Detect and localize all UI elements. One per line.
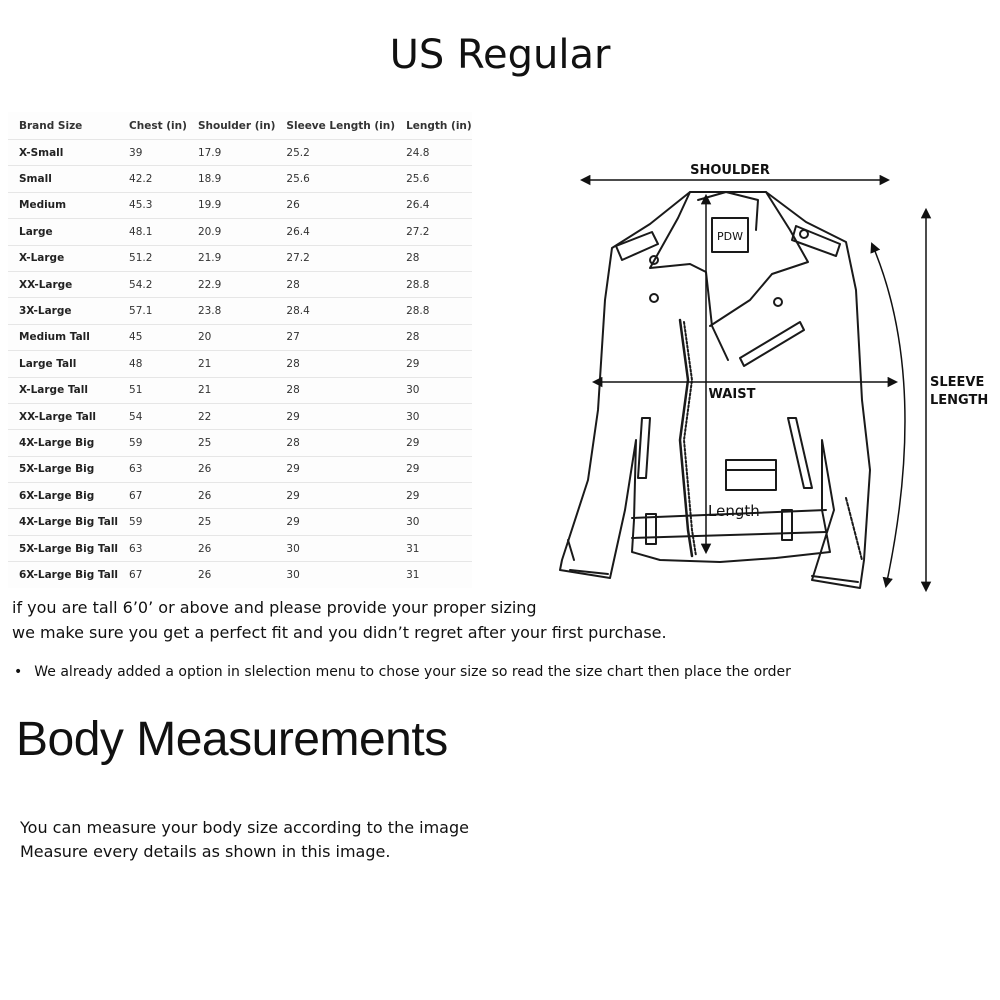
table-row — [8, 456, 472, 482]
jacket-measurement-diagram — [550, 140, 1000, 610]
measurement-cell: 28 — [395, 324, 472, 350]
table-row — [8, 219, 472, 245]
header-sleeve-length: Sleeve Length (in) — [275, 112, 395, 140]
measurement-cell: 63 — [118, 535, 187, 561]
table-row — [8, 377, 472, 403]
header-brand-size: Brand Size — [8, 112, 118, 140]
measurement-cell: 27.2 — [395, 219, 472, 245]
perfect-fit-note: we make sure you get a perfect fit and you didn’t regret after your first purchase. — [12, 623, 667, 642]
size-name-cell: 3X-Large — [8, 298, 118, 324]
size-name-cell: 5X-Large Big — [8, 456, 118, 482]
shoulder-label: SHOULDER — [690, 163, 770, 178]
table-row — [8, 140, 472, 166]
size-name-cell: XX-Large — [8, 271, 118, 297]
measurement-cell: 54 — [118, 403, 187, 429]
table-row — [8, 403, 472, 429]
measurement-cell: 25.2 — [275, 140, 395, 166]
bullet-icon: • — [14, 664, 23, 680]
size-name-cell: Medium Tall — [8, 324, 118, 350]
table-row — [8, 192, 472, 218]
header-shoulder: Shoulder (in) — [187, 112, 275, 140]
measurement-cell: 20 — [187, 324, 275, 350]
header-length: Length (in) — [395, 112, 472, 140]
measurement-cell: 17.9 — [187, 140, 275, 166]
size-name-cell: Large — [8, 219, 118, 245]
measurement-cell: 26.4 — [395, 192, 472, 218]
measurement-cell: 24.8 — [395, 140, 472, 166]
sleeve-label-line1: SLEEVE — [930, 375, 985, 390]
tall-sizing-note: if you are tall 6’0’ or above and please provide your proper sizing — [12, 598, 537, 617]
header-chest: Chest (in) — [118, 112, 187, 140]
measurement-cell: 19.9 — [187, 192, 275, 218]
measurement-cell: 21 — [187, 377, 275, 403]
measurement-cell: 48.1 — [118, 219, 187, 245]
measurement-cell: 48 — [118, 351, 187, 377]
measurement-cell: 28.8 — [395, 298, 472, 324]
measurement-cell: 59 — [118, 430, 187, 456]
measurement-cell: 21 — [187, 351, 275, 377]
measurement-cell: 30 — [395, 377, 472, 403]
measurement-cell: 30 — [395, 403, 472, 429]
size-name-cell: 4X-Large Big — [8, 430, 118, 456]
measurement-cell: 57.1 — [118, 298, 187, 324]
size-option-bullet — [14, 664, 791, 680]
measurement-cell: 28 — [275, 430, 395, 456]
measurement-cell: 26 — [187, 456, 275, 482]
measurement-cell: 29 — [395, 351, 472, 377]
size-name-cell: Medium — [8, 192, 118, 218]
measurement-cell: 29 — [395, 456, 472, 482]
size-name-cell: Large Tall — [8, 351, 118, 377]
table-row — [8, 509, 472, 535]
measurement-cell: 29 — [395, 430, 472, 456]
measurement-cell: 26 — [187, 535, 275, 561]
measurement-cell: 31 — [406, 568, 420, 581]
measurement-cell: 29 — [395, 483, 472, 509]
table-row — [8, 351, 472, 377]
measurement-cell: 28.8 — [395, 271, 472, 297]
measurement-cell: 30 — [395, 509, 472, 535]
size-table-body — [8, 140, 472, 588]
measurement-cell: 42.2 — [118, 166, 187, 192]
table-row — [8, 535, 472, 561]
measurement-cell: 28 — [395, 245, 472, 271]
table-header-row — [8, 112, 472, 140]
measurement-cell: 28 — [275, 377, 395, 403]
size-name-cell: Small — [8, 166, 118, 192]
measurement-cell: 29 — [275, 403, 395, 429]
size-name-cell: X-Large Tall — [8, 377, 118, 403]
measurement-cell: 20.9 — [187, 219, 275, 245]
measurement-cell: 30 — [275, 535, 395, 561]
measurement-cell: 27 — [275, 324, 395, 350]
measurement-cell: 45.3 — [118, 192, 187, 218]
measure-instruction-1: You can measure your body size according to the image — [20, 818, 469, 837]
size-chart-table — [8, 112, 472, 588]
measurement-cell: 22 — [187, 403, 275, 429]
table-row — [8, 562, 472, 588]
waist-label: WAIST — [708, 387, 756, 402]
page-title: US Regular — [389, 32, 611, 78]
measurement-cell: 25 — [187, 430, 275, 456]
table-row — [8, 324, 472, 350]
measurement-cell: 31 — [395, 535, 472, 561]
measurement-cell: 23.8 — [187, 298, 275, 324]
measurement-cell: 26 — [275, 192, 395, 218]
size-name-cell: X-Small — [8, 140, 118, 166]
size-name-cell: 6X-Large Big — [8, 483, 118, 509]
measurement-cell: 51 — [118, 377, 187, 403]
measurement-cell: 26 — [197, 568, 212, 581]
measurement-cell: 25 — [187, 509, 275, 535]
measurement-cell: 59 — [118, 509, 187, 535]
table-row — [8, 430, 472, 456]
sleeve-curve-arrow — [872, 244, 905, 586]
measurement-cell: 28 — [275, 351, 395, 377]
measurement-cell: 27.2 — [275, 245, 395, 271]
measurement-cell: 51.2 — [118, 245, 187, 271]
measurement-cell: 45 — [118, 324, 187, 350]
measurement-cell: 63 — [118, 456, 187, 482]
measurement-cell: 39 — [118, 140, 187, 166]
measurement-cell: 29 — [275, 483, 395, 509]
size-name-cell: 5X-Large Big Tall — [8, 535, 118, 561]
brand-tag-label: PDW — [717, 230, 743, 243]
measurement-cell: 22.9 — [187, 271, 275, 297]
sleeve-label-line2: LENGTH — [930, 393, 989, 408]
measurement-cell: 29 — [275, 456, 395, 482]
size-name-cell: X-Large — [8, 245, 118, 271]
table-row — [8, 245, 472, 271]
measurement-cell: 21.9 — [187, 245, 275, 271]
measurement-cell: 30 — [286, 568, 300, 581]
table-row — [8, 271, 472, 297]
table-row — [8, 483, 472, 509]
body-measurements-heading: Body Measurements — [16, 713, 448, 766]
measurement-cell: 25.6 — [275, 166, 395, 192]
bullet-text: We already added a option in slelection menu to chose your size so read the size chart then place the order — [34, 664, 791, 680]
length-label: Length — [708, 502, 760, 520]
table-row — [8, 166, 472, 192]
measure-instruction-2: Measure every details as shown in this image. — [20, 842, 391, 861]
measurement-cell: 54.2 — [118, 271, 187, 297]
measurement-cell: 28.4 — [275, 298, 395, 324]
size-name-cell: XX-Large Tall — [8, 403, 118, 429]
table-row — [8, 298, 472, 324]
size-name-cell: 6X-Large Big Tall — [19, 568, 119, 581]
measurement-cell: 67 — [129, 568, 143, 581]
measurement-cell: 26.4 — [275, 219, 395, 245]
size-name-cell: 4X-Large Big Tall — [8, 509, 118, 535]
measurement-cell: 18.9 — [187, 166, 275, 192]
measurement-cell: 28 — [275, 271, 395, 297]
measurement-cell: 25.6 — [395, 166, 472, 192]
measurement-cell: 26 — [187, 483, 275, 509]
measurement-cell: 67 — [118, 483, 187, 509]
measurement-cell: 29 — [275, 509, 395, 535]
